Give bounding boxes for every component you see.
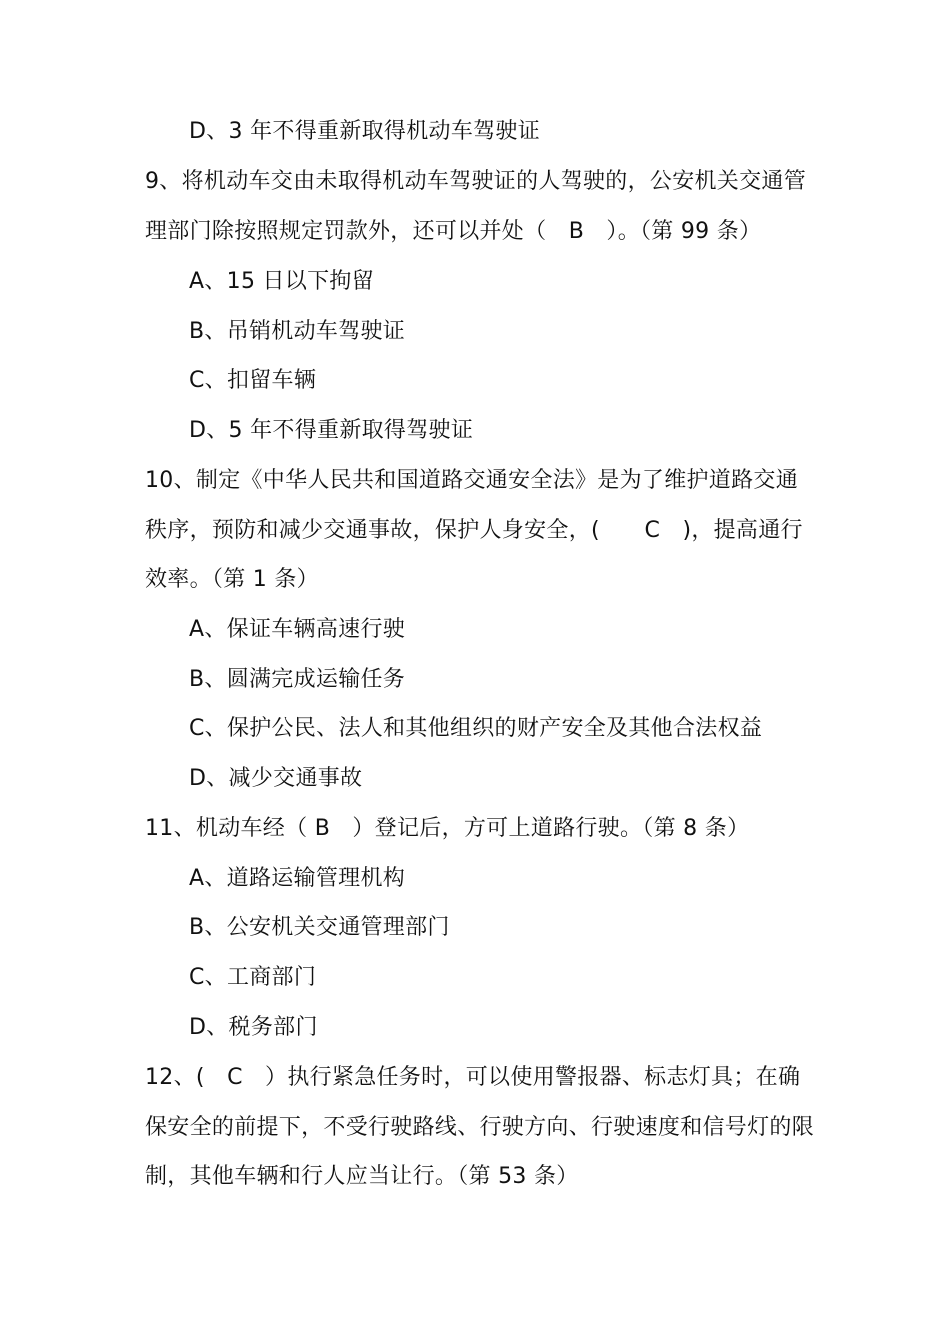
question-line: 11、机动车经（ B ）登记后，方可上道路行驶。（第 8 条）: [145, 816, 750, 841]
option-line: C、保护公民、法人和其他组织的财产安全及其他合法权益: [189, 716, 763, 741]
question-line: 效率。（第 1 条）: [145, 567, 319, 592]
option-line: A、15 日以下拘留: [189, 269, 375, 294]
option-line: D、税务部门: [189, 1015, 318, 1040]
option-line: D、3 年不得重新取得机动车驾驶证: [189, 119, 541, 144]
option-line: A、道路运输管理机构: [189, 866, 406, 891]
question-line: 制，其他车辆和行人应当让行。（第 53 条）: [145, 1164, 579, 1189]
question-line: 秩序，预防和减少交通事故，保护人身安全，( C )，提高通行: [145, 518, 803, 543]
option-line: D、减少交通事故: [189, 766, 363, 791]
option-line: A、保证车辆高速行驶: [189, 617, 406, 642]
question-line: 保安全的前提下，不受行驶路线、行驶方向、行驶速度和信号灯的限: [145, 1115, 815, 1140]
option-line: C、工商部门: [189, 965, 317, 990]
option-line: B、公安机关交通管理部门: [189, 915, 450, 940]
question-line: 9、将机动车交由未取得机动车驾驶证的人驾驶的，公安机关交通管: [145, 169, 806, 194]
question-line: 10、制定《中华人民共和国道路交通安全法》是为了维护道路交通: [145, 468, 798, 493]
question-line: 12、( C ）执行紧急任务时，可以使用警报器、标志灯具；在确: [145, 1065, 801, 1090]
question-line: 理部门除按照规定罚款外，还可以并处（ B ）。（第 99 条）: [145, 219, 762, 244]
option-line: C、扣留车辆: [189, 368, 317, 393]
option-line: D、5 年不得重新取得驾驶证: [189, 418, 474, 443]
option-line: B、吊销机动车驾驶证: [189, 319, 406, 344]
option-line: B、圆满完成运输任务: [189, 667, 406, 692]
